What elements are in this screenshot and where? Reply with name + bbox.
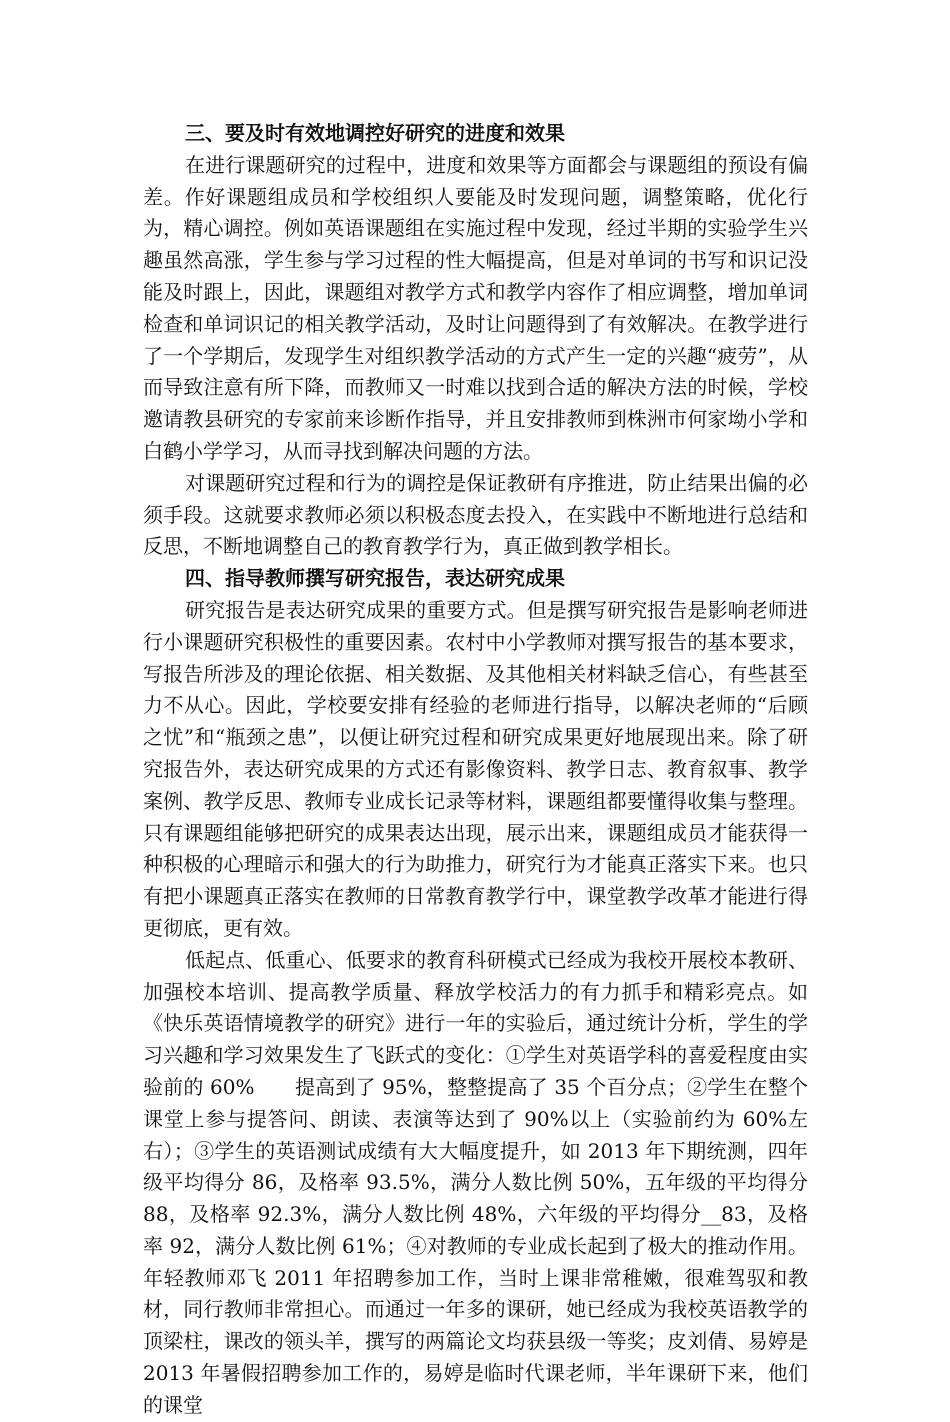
- section-4-paragraph-2: 低起点、低重心、低要求的教育科研模式已经成为我校开展校本教研、加强校本培训、提高教学质量、释放学校活力的有力抓手和精彩亮点。如《快乐英语情境教学的研究》进行一年的实验后，通过统计分析，学生的学习兴趣和学习效果发生了飞跃式的变化：①学生对英语学科的喜爱程度由实验前的 60% 提高到了 95%，整整提高了 35 个百分点；②学生在整个课堂上参与提答问、朗读、表演等达到了 90%以上（实验前约为 60%左右）；③学生的英语测试成绩有大大幅度提升，如 2013 年下期统测，四年级平均得分 86，及格率 93.5%，满分人数比例 50%，五年级的平均得分 88，及格率 92.3%，满分人数比例 48%，六年级的平均得分__83，及格率 92，满分人数比例 61%；④对教师的专业成长起到了极大的推动作用。年轻教师邓飞 2011 年招聘参加工作，当时上课非常稚嫩，很难驾驭和教材，同行教师非常担心。而通过一年多的课研，她已经成为我校英语教学的顶梁柱，课改的领头羊，撰写的两篇论文均获县级一等奖；皮刘倩、易婷是 2013 年暑假招聘参加工作的，易婷是临时代课老师，半年课研下来，他们的课堂: [143, 947, 808, 1417]
- section-3-paragraph-1: 在进行课题研究的过程中，进度和效果等方面都会与课题组的预设有偏差。作好课题组成员和学校组织人要能及时发现问题，调整策略，优化行为，精心调控。例如英语课题组在实施过程中发现，经过半期的实验学生兴趣虽然高涨，学生参与学习过程的性大幅提高，但是对单词的书写和识记没能及时跟上，因此，课题组对教学方式和教学内容作了相应调整，增加单词检查和单词识记的相关教学活动，及时让问题得到了有效解决。在教学进行了一个学期后，发现学生对组织教学活动的方式产生一定的兴趣“疲劳”，从而导致注意有所下降，而教师又一时难以找到合适的解决方法的时候，学校邀请教县研究的专家前来诊断作指导，并且安排教师到株洲市何家坳小学和白鹤小学学习，从而寻找到解决问题的方法。: [143, 152, 808, 463]
- document-page: [143, 118, 808, 1422]
- section-4-paragraph-1: 研究报告是表达研究成果的重要方式。但是撰写研究报告是影响老师进行小课题研究积极性的重要因素。农村中小学教师对撰写报告的基本要求，写报告所涉及的理论依据、相关数据、及其他相关材料缺乏信心，有些甚至力不从心。因此，学校要安排有经验的老师进行指导，以解决老师的“后顾之忧”和“瓶颈之患”，以便让研究过程和研究成果更好地展现出来。除了研究报告外，表达研究成果的方式还有影像资料、教学日志、教育叙事、教学案例、教学反思、教师专业成长记录等材料，课题组都要懂得收集与整理。只有课题组能够把研究的成果表达出现，展示出来，课题组成员才能获得一种积极的心理暗示和强大的行为助推力，研究行为才能真正落实下来。也只有把小课题真正落实在教师的日常教育教学行中，课堂教学改革才能进行得更彻底，更有效。: [143, 597, 808, 940]
- section-3-paragraph-2: 对课题研究过程和行为的调控是保证教研有序推进，防止结果出偏的必须手段。这就要求教师必须以积极态度去投入，在实践中不断地进行总结和反思，不断地调整自己的教育教学行为，真正做到教学相长。: [143, 470, 808, 559]
- section-heading-3: 三、要及时有效地调控好研究的进度和效果: [185, 121, 565, 145]
- section-heading-4: 四、指导教师撰写研究报告，表达研究成果: [185, 566, 565, 591]
